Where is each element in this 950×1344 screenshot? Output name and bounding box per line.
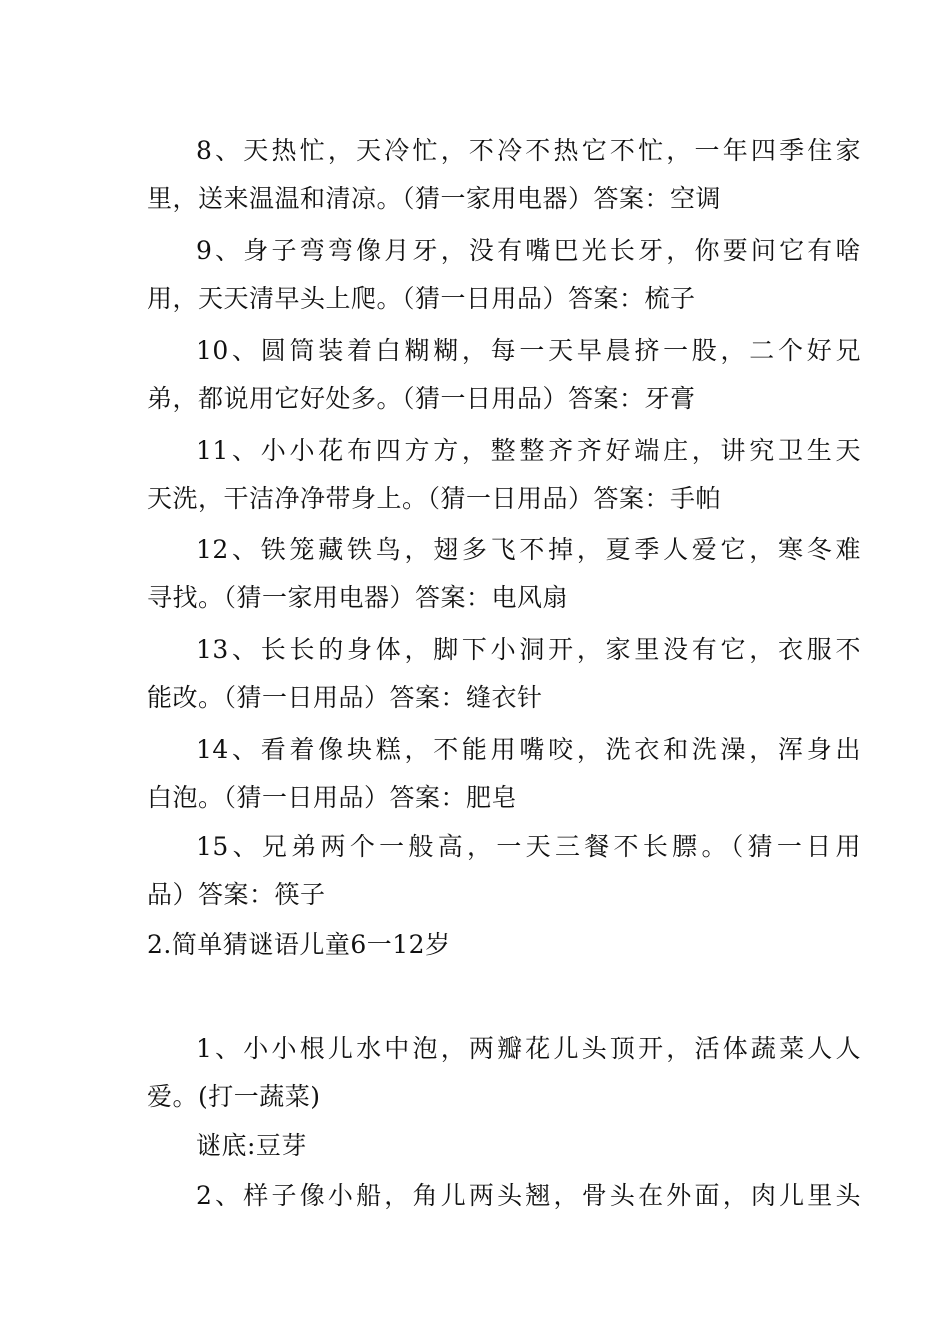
riddle-12-line-2: 寻找。（猜一家用电器）答案：电风扇 <box>147 583 569 612</box>
riddle-11-line-2: 天洗，干洁净净带身上。（猜一日用品）答案：手帕 <box>147 484 722 513</box>
riddle-9-line-2: 用，天天清早头上爬。（猜一日用品）答案：梳子 <box>147 284 696 313</box>
riddle-10-line-2: 弟，都说用它好处多。（猜一日用品）答案：牙膏 <box>147 384 696 413</box>
riddle-8-line-1: 8、天热忙，天冷忙，不冷不热它不忙，一年四季住家 <box>196 136 861 165</box>
riddle-1-line-1: 1、小小根儿水中泡，两瓣花儿头顶开，活体蔬菜人人 <box>196 1034 861 1063</box>
riddle-14-line-1: 14、看着像块糕，不能用嘴咬，洗衣和洗澡，浑身出 <box>196 735 861 764</box>
riddle-14-line-2: 白泡。（猜一日用品）答案：肥皂 <box>147 783 518 812</box>
riddle-12-line-1: 12、铁笼藏铁鸟，翅多飞不掉，夏季人爱它，寒冬难 <box>196 535 861 564</box>
riddle-11-line-1: 11、小小花布四方方，整整齐齐好端庄，讲究卫生天 <box>196 436 861 465</box>
riddle-8-line-2: 里，送来温温和清凉。（猜一家用电器）答案：空调 <box>147 184 722 213</box>
riddle-1-line-2: 爱。(打一蔬菜) <box>147 1082 321 1111</box>
section-heading: 2.简单猜谜语儿童6一12岁 <box>147 930 451 959</box>
riddle-10-line-1: 10、圆筒装着白糊糊，每一天早晨挤一股，二个好兄 <box>196 336 861 365</box>
riddle-1-answer: 谜底:豆芽 <box>196 1131 307 1160</box>
riddle-2-line-1: 2、样子像小船，角儿两头翘，骨头在外面，肉儿里头 <box>196 1181 861 1210</box>
riddle-15-line-2: 品）答案：筷子 <box>147 880 326 909</box>
riddle-9-line-1: 9、身子弯弯像月牙，没有嘴巴光长牙，你要问它有啥 <box>196 236 861 265</box>
riddle-13-line-2: 能改。（猜一日用品）答案：缝衣针 <box>147 683 543 712</box>
riddle-15-line-1: 15、兄弟两个一般高，一天三餐不长膘。（猜一日用 <box>196 832 861 861</box>
riddle-13-line-1: 13、长长的身体，脚下小洞开，家里没有它，衣服不 <box>196 635 861 664</box>
